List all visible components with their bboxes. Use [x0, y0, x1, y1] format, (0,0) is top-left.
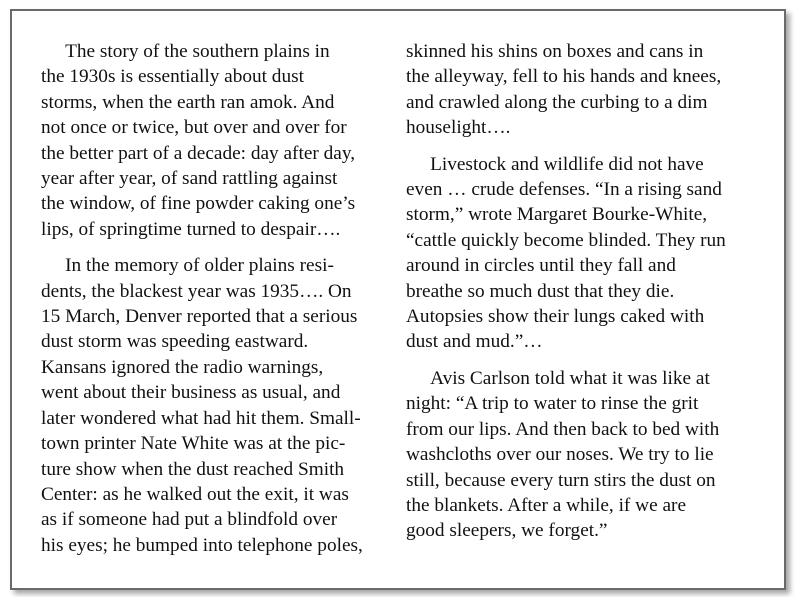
right-column	[406, 39, 766, 544]
text-line: Avis Carlson told what it was like at	[406, 367, 710, 389]
text-line: dust and mud.”…	[406, 331, 543, 353]
text-line: as if someone had put a blindfold over	[41, 509, 338, 531]
text-line: town printer Nate White was at the pic-	[41, 433, 346, 455]
text-line: Livestock and wildlife did not have	[406, 153, 704, 175]
text-line: The story of the southern plains in	[41, 41, 330, 62]
text-line: not once or twice, but over and over for	[41, 117, 347, 139]
text-line: houselight….	[406, 117, 511, 139]
text-line: washcloths over our noses. We try to lie	[406, 444, 714, 466]
text-line: Kansans ignored the radio warnings,	[41, 356, 324, 378]
text-line: good sleepers, we forget.”	[406, 520, 608, 542]
text-line: the blankets. After a while, if we are	[406, 494, 687, 516]
text-line: his eyes; he bumped into telephone poles,	[41, 534, 363, 556]
paragraph-gap	[406, 141, 766, 152]
document-frame	[10, 9, 786, 590]
text-line: breathe so much dust that they die.	[406, 280, 675, 302]
text-line: storms, when the earth ran amok. And	[41, 91, 335, 113]
left-column	[41, 39, 411, 558]
paragraph-nate-white-continued	[406, 39, 766, 141]
paragraph-gap	[41, 242, 411, 253]
text-line: from our lips. And then back to bed with	[406, 418, 720, 440]
text-line: dents, the blackest year was 1935…. On	[41, 280, 352, 302]
text-line: night: “A trip to water to rinse the grit	[406, 393, 699, 415]
paragraph-dust-storms-intro	[41, 39, 411, 242]
text-line: lips, of springtime turned to despair….	[41, 218, 341, 240]
text-line: Center: as he walked out the exit, it was	[41, 483, 349, 505]
text-line: year after year, of sand rattling against	[41, 168, 338, 190]
text-line: even … crude defenses. “In a rising sand	[406, 179, 722, 201]
text-line: In the memory of older plains resi-	[41, 255, 334, 277]
text-line: the window, of fine powder caking one’s	[41, 193, 356, 215]
text-line: and crawled along the curbing to a dim	[406, 91, 708, 113]
text-line: the better part of a decade: day after day,	[41, 142, 356, 164]
text-line: 15 March, Denver reported that a serious	[41, 306, 358, 328]
paragraph-gap	[406, 355, 766, 366]
text-line: the alleyway, fell to his hands and knees,	[406, 66, 722, 88]
text-line: storm,” wrote Margaret Bourke-White,	[406, 204, 708, 226]
text-line: still, because every turn stirs the dust on	[406, 469, 716, 491]
text-line: around in circles until they fall and	[406, 255, 676, 277]
paragraph-livestock	[406, 152, 766, 355]
text-line: ture show when the dust reached Smith	[41, 458, 345, 480]
text-line: later wondered what had hit them. Small-	[41, 407, 361, 429]
paragraph-blackest-year	[41, 253, 411, 558]
text-line: “cattle quickly become blinded. They run	[406, 229, 726, 251]
text-line: Autopsies show their lungs caked with	[406, 306, 705, 328]
text-line: dust storm was speeding eastward.	[41, 331, 309, 353]
paragraph-avis-carlson	[406, 366, 766, 544]
text-line: the 1930s is essentially about dust	[41, 66, 304, 88]
text-line: skinned his shins on boxes and cans in	[406, 41, 704, 62]
text-line: went about their business as usual, and	[41, 382, 341, 404]
